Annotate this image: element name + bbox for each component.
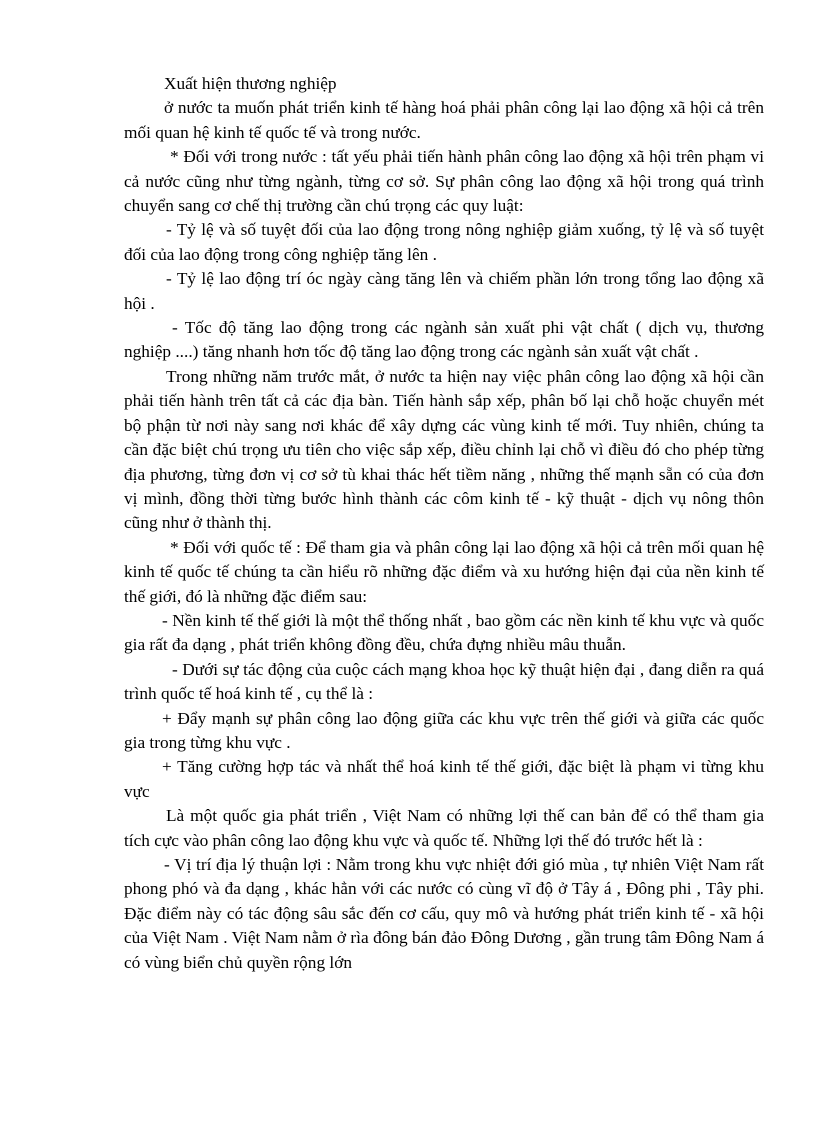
paragraph: - Nền kinh tế thế giới là một thể thống nhất , bao gồm các nền kinh tế khu vực và quốc gia rất đa dạng , phát triển không đồng đều, chứa đựng nhiều mâu thuẫn. — [124, 610, 764, 655]
paragraph: * Đối với quốc tế : Để tham gia và phân công lại lao động xã hội cả trên mối quan hệ kinh tế quốc tế chúng ta cần hiểu rõ những đặc điểm và xu hướng hiện đại của nền kinh tế thế giới, đó là những đặc điểm sau: — [124, 537, 764, 606]
paragraph: - Tỷ lệ lao động trí óc ngày càng tăng lên và chiếm phần lớn trong tổng lao động xã hội . — [124, 269, 764, 313]
paragraph: - Tỷ lệ và số tuyệt đối của lao động trong nông nghiệp giảm xuống, tỷ lệ và số tuyệt đối của lao động trong công nghiệp tăng lên . — [124, 220, 764, 264]
paragraph: * Đối với trong nước : tất yếu phải tiến hành phân công lao động xã hội trên phạm vi cả nước cũng như từng ngành, từng cơ sở. Sự phân công lao động xã hội trong quá trình chuyển sang cơ chế thị trường cần chú trọng các quy luật: — [124, 147, 764, 216]
section-heading: Xuất hiện thương nghiệp — [164, 74, 337, 93]
document-body — [124, 72, 764, 975]
paragraph: + Đẩy mạnh sự phân công lao động giữa các khu vực trên thế giới và giữa các quốc gia trong từng khu vực . — [124, 708, 764, 752]
paragraph: - Tốc độ tăng lao động trong các ngành sản xuất phi vật chất ( dịch vụ, thương nghiệp ....) tăng nhanh hơn tốc độ tăng lao động trong các ngành sản xuất vật chất . — [124, 318, 764, 362]
paragraph: - Dưới sự tác động của cuộc cách mạng khoa học kỹ thuật hiện đại , đang diễn ra quá trình quốc tế hoá kinh tế , cụ thể là : — [124, 659, 764, 704]
paragraph: + Tăng cường hợp tác và nhất thể hoá kinh tế thế giới, đặc biệt là phạm vi từng khu vực — [124, 757, 764, 801]
paragraph: Là một quốc gia phát triển , Việt Nam có những lợi thế can bản để có thể tham gia tích cực vào phân công lao động khu vực và quốc tế. Những lợi thế đó trước hết là : — [124, 806, 764, 850]
paragraph: ở nước ta muốn phát triển kinh tế hàng hoá phải phân công lại lao động xã hội cả trên mối quan hệ kinh tế quốc tế và trong nước. — [124, 98, 764, 142]
paragraph: Trong những năm trước mắt, ở nước ta hiện nay việc phân công lao động xã hội cần phải tiến hành trên tất cả các địa bàn. Tiến hành sắp xếp, phân bố lại chỗ hoặc chuyển mét bộ phận từ nơi này sang nơi khác để xây dựng các vùng kinh tế mới. Tuy nhiên, chúng ta cần đặc biệt chú trọng ưu tiên cho việc sắp xếp, điều chỉnh lại chỗ vì điều đó cho phép từng địa phương, từng đơn vị cơ sở tù khai thác hết tiềm năng , những thế mạnh sẵn có của đơn vị mình, đồng thời từng bước hình thành các côm kinh tế - kỹ thuật - dịch vụ nông thôn cũng như ở thành thị. — [124, 366, 764, 533]
paragraph: - Vị trí địa lý thuận lợi : Nằm trong khu vực nhiệt đới gió mùa , tự nhiên Việt Nam rất phong phó và đa dạng , khác hẳn với các nước có cùng vĩ độ ở Tây á , Đông phi , Tây phi. Đặc điểm này có tác động sâu sắc đến cơ cấu, quy mô và hướng phát triển kinh tế - xã hội của Việt Nam . Việt Nam nằm ở rìa đông bán đảo Đông Dương , gần trung tâm Đông Nam á có vùng biển chủ quyền rộng lớn — [124, 855, 764, 972]
